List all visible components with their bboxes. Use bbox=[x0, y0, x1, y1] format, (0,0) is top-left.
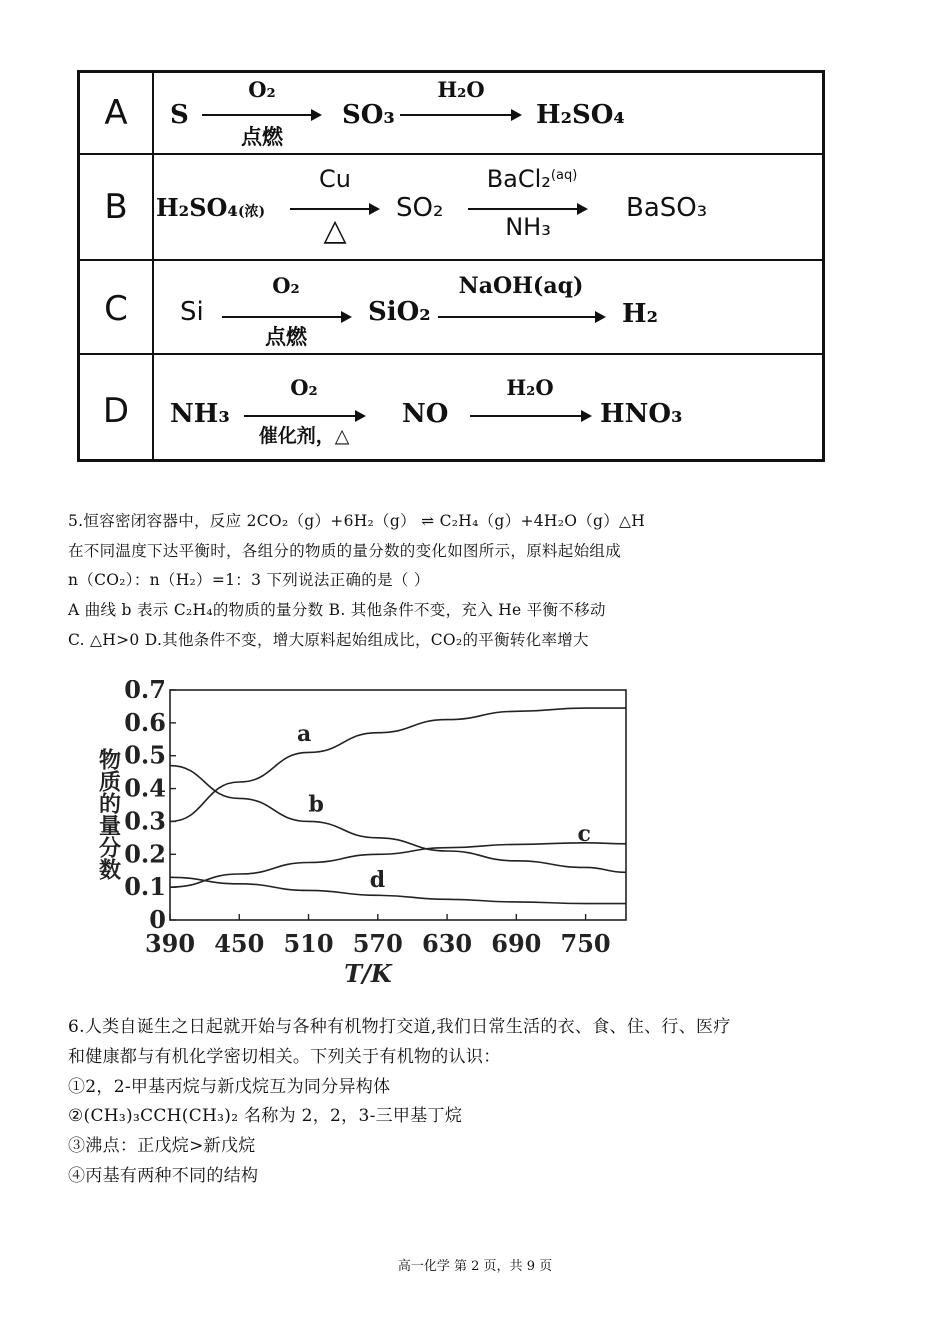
row-label: B bbox=[104, 187, 128, 227]
reactant: NH₃ bbox=[170, 399, 230, 429]
condition-top: O₂ bbox=[290, 375, 318, 400]
intermediate: SiO₂ bbox=[368, 297, 431, 327]
y-tick-label: 0.4 bbox=[124, 773, 166, 803]
reactant: Si bbox=[180, 297, 204, 327]
x-tick-label: 690 bbox=[491, 929, 542, 958]
x-tick-label: 450 bbox=[214, 929, 265, 958]
condition-bottom: 催化剂，△ bbox=[258, 425, 350, 447]
q5-line-1: 5.恒容密闭容器中，反应 2CO₂（g）+6H₂（g） ⇌ C₂H₄（g）+4H₂O（g）△H bbox=[68, 512, 646, 530]
y-tick-label: 0.7 bbox=[124, 680, 166, 704]
reagent-note: (aq) bbox=[550, 168, 578, 183]
series-line-d bbox=[170, 877, 626, 903]
x-tick-label: 570 bbox=[352, 929, 403, 958]
product: HNO₃ bbox=[600, 399, 683, 429]
q5-line-3: n（CO₂）：n（H₂）=1：3 下列说法正确的是（ ） bbox=[68, 571, 430, 589]
q5-line-2: 在不同温度下达平衡时，各组分的物质的量分数的变化如图所示，原料起始组成 bbox=[68, 542, 622, 560]
x-tick-label: 750 bbox=[560, 929, 611, 958]
reagent: BaCl₂ bbox=[486, 165, 551, 193]
condition-top: O₂ bbox=[248, 77, 276, 102]
q6-line-5: ③沸点：正戊烷>新戊烷 bbox=[68, 1136, 256, 1156]
row-label: D bbox=[102, 391, 130, 431]
reaction-arrow bbox=[438, 316, 604, 318]
x-tick-label: 510 bbox=[283, 929, 334, 958]
q6-line-4: ②(CH₃)₃CCH(CH₃)₂ 名称为 2，2，3-三甲基丁烷 bbox=[68, 1106, 463, 1126]
table-row-b bbox=[80, 155, 822, 259]
reactant-note: (浓) bbox=[237, 204, 266, 220]
series-label-b: b bbox=[308, 791, 324, 818]
product: H₂ bbox=[622, 299, 658, 329]
reaction-table bbox=[77, 70, 825, 462]
q6-line-1: 6.人类自诞生之日起就开始与各种有机物打交道,我们日常生活的衣、食、住、行、医疗 bbox=[68, 1017, 731, 1037]
page-footer: 高一化学 第 2 页，共 9 页 bbox=[397, 1259, 553, 1274]
reaction-arrow bbox=[470, 415, 590, 417]
intermediate: NO bbox=[402, 399, 449, 429]
reaction-arrow bbox=[468, 208, 586, 210]
reaction-arrow bbox=[202, 114, 320, 116]
y-tick-label: 0.2 bbox=[124, 839, 166, 869]
table-row-a bbox=[80, 73, 822, 153]
condition-top: H₂O bbox=[437, 77, 485, 102]
intermediate: SO₂ bbox=[396, 193, 444, 223]
q5-line-5: C. △H>0 D.其他条件不变，增大原料起始组成比，CO₂的平衡转化率增大 bbox=[68, 631, 589, 649]
x-tick-label: 630 bbox=[422, 929, 473, 958]
y-tick-label: 0.5 bbox=[124, 740, 166, 770]
q6-line-6: ④丙基有两种不同的结构 bbox=[68, 1166, 259, 1186]
q5-line-4: A 曲线 b 表示 C₂H₄的物质的量分数 B. 其他条件不变，充入 He 平衡不移动 bbox=[68, 601, 606, 619]
y-axis-label: 物质的量分数 bbox=[95, 748, 121, 880]
reactant-formula: H₂SO₄ bbox=[156, 193, 238, 222]
condition-top: H₂O bbox=[506, 375, 554, 400]
y-tick-label: 0.3 bbox=[124, 806, 166, 836]
series-line-a bbox=[170, 708, 626, 821]
table-row-d bbox=[80, 355, 822, 463]
condition-top: NaOH(aq) bbox=[458, 273, 584, 299]
reactant: S bbox=[170, 100, 189, 130]
reactant bbox=[156, 193, 265, 222]
x-tick-label: 390 bbox=[144, 929, 196, 958]
series-label-c: c bbox=[577, 821, 591, 848]
series-label-d: d bbox=[369, 867, 386, 894]
condition-bottom: 点燃 bbox=[265, 324, 307, 349]
condition-top: Cu bbox=[319, 165, 351, 193]
q6-line-2: 和健康都与有机化学密切相关。下列关于有机物的认识： bbox=[68, 1047, 501, 1067]
reaction-arrow bbox=[400, 114, 520, 116]
y-tick-label: 0 bbox=[149, 905, 166, 934]
condition-bottom: NH₃ bbox=[505, 213, 551, 241]
reaction-arrow bbox=[290, 208, 378, 210]
row-label: C bbox=[104, 289, 128, 329]
heat-symbol: △ bbox=[323, 213, 347, 248]
plot-frame bbox=[170, 690, 626, 920]
row-label: A bbox=[104, 93, 128, 133]
reaction-arrow bbox=[244, 415, 364, 417]
mole-fraction-chart bbox=[80, 680, 650, 986]
series-label-a: a bbox=[296, 720, 312, 747]
condition-top: O₂ bbox=[272, 273, 300, 298]
x-axis-label: T/K bbox=[344, 959, 392, 986]
condition-bottom: 点燃 bbox=[241, 124, 283, 149]
reaction-arrow bbox=[222, 316, 350, 318]
condition-top bbox=[462, 165, 602, 193]
product: BaSO₃ bbox=[626, 193, 708, 223]
y-tick-label: 0.1 bbox=[124, 872, 166, 902]
table-row-c bbox=[80, 261, 822, 353]
product: H₂SO₄ bbox=[536, 100, 625, 130]
y-tick-label: 0.6 bbox=[124, 707, 166, 737]
intermediate: SO₃ bbox=[342, 100, 395, 130]
q6-line-3: ①2，2-甲基丙烷与新戊烷互为同分异构体 bbox=[68, 1077, 391, 1097]
